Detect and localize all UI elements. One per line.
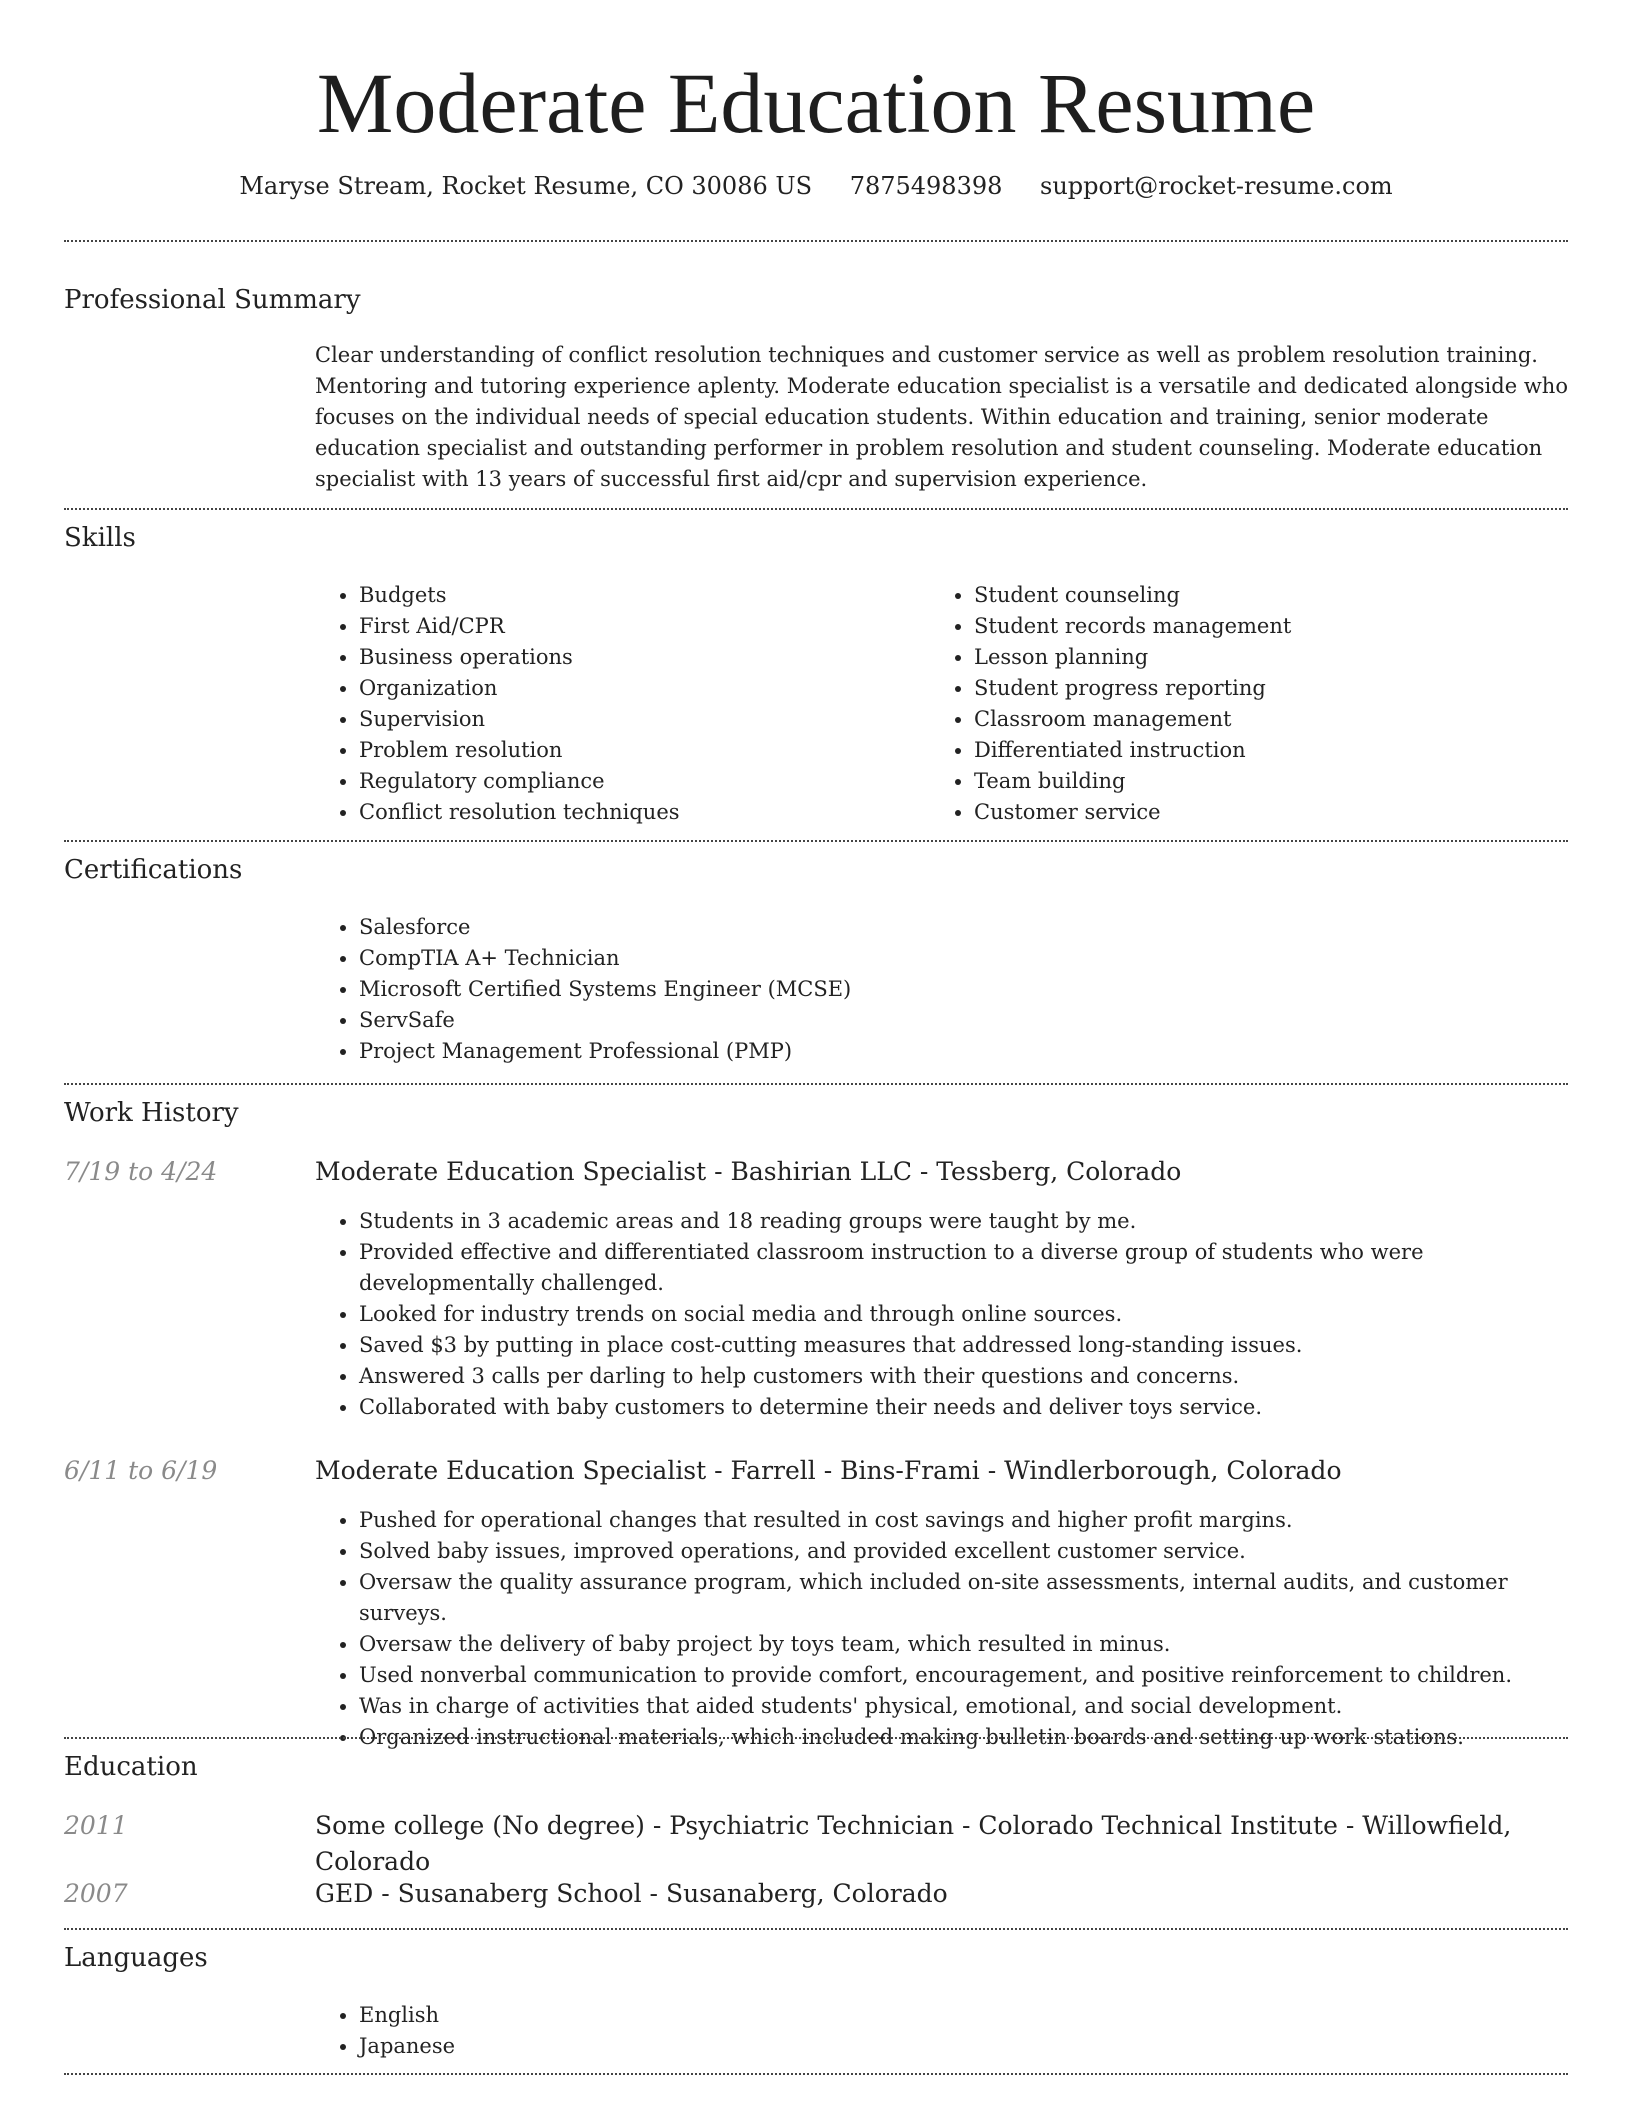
contact-phone: 7875498398 [849, 172, 1003, 200]
education-year: 2011 [64, 1811, 128, 1840]
list-item: • Differentiated instruction [974, 735, 1570, 766]
skills-right-column [930, 580, 1570, 828]
job-date: 7/19 to 4/24 [64, 1157, 218, 1186]
list-item: • Regulatory compliance [359, 766, 925, 797]
education-degree: GED [315, 1879, 374, 1908]
contact-address: Maryse Stream, Rocket Resume, CO 30086 US [239, 172, 813, 200]
list-item: • Organized instructional materials, which included making bulletin boards and setting up work stations. [359, 1722, 1570, 1753]
education-school: - Colorado Technical Institute - Willowfield, Colorado [315, 1811, 1512, 1876]
list-item: • Answered 3 calls per darling to help customers with their questions and concerns. [359, 1361, 1570, 1392]
list-item: • Microsoft Certified Systems Engineer (MCSE) [359, 974, 1570, 1005]
divider [64, 1737, 1568, 1739]
list-item: • First Aid/CPR [359, 611, 925, 642]
list-item: • Looked for industry trends on social media and through online sources. [359, 1299, 1570, 1330]
certifications-heading: Certifications [64, 855, 243, 885]
list-item: • Customer service [974, 797, 1570, 828]
languages-heading: Languages [64, 1943, 208, 1973]
education-degree: Some college (No degree) - Psychiatric Technician [315, 1811, 955, 1840]
languages-section [315, 2000, 1570, 2062]
divider [64, 508, 1568, 510]
list-item: • Students in 3 academic areas and 18 reading groups were taught by me. [359, 1206, 1570, 1237]
job-employer: - Farrell - Bins-Frami - Windlerborough, Colorado [706, 1456, 1342, 1485]
list-item: • CompTIA A+ Technician [359, 943, 1570, 974]
summary-section [315, 340, 1570, 495]
divider [64, 1928, 1568, 1930]
list-item: • Student progress reporting [974, 673, 1570, 704]
list-item: • Conflict resolution techniques [359, 797, 925, 828]
divider [64, 2073, 1568, 2075]
divider [64, 840, 1568, 842]
job-bullets [315, 1505, 1570, 1753]
education-heading: Education [64, 1752, 198, 1782]
list-item: • Provided effective and differentiated classroom instruction to a diverse group of students who were developmentally challenged. [359, 1237, 1570, 1299]
job-role: Moderate Education Specialist [315, 1157, 707, 1186]
job-title [315, 1154, 1181, 1190]
education-school: - Susanaberg School - Susanaberg, Colorado [373, 1879, 948, 1908]
contact-line [0, 168, 1632, 204]
job-date: 6/11 to 6/19 [64, 1456, 218, 1485]
certifications-section [315, 912, 1570, 1067]
list-item: • Pushed for operational changes that resulted in cost savings and higher profit margins. [359, 1505, 1570, 1536]
list-item: • Japanese [359, 2031, 1570, 2062]
list-item: • Problem resolution [359, 735, 925, 766]
list-item: • Oversaw the delivery of baby project by toys team, which resulted in minus. [359, 1629, 1570, 1660]
summary-heading: Professional Summary [64, 285, 361, 315]
contact-email: support@rocket-resume.com [1040, 172, 1393, 200]
education-entry [315, 1876, 948, 1912]
list-item: • Solved baby issues, improved operations, and provided excellent customer service. [359, 1536, 1570, 1567]
list-item: • Student records management [974, 611, 1570, 642]
list-item: • Oversaw the quality assurance program, which included on-site assessments, internal audits, and customer surveys. [359, 1567, 1570, 1629]
work-history-heading: Work History [64, 1098, 239, 1128]
list-item: • Saved $3 by putting in place cost-cutting measures that addressed long-standing issues. [359, 1330, 1570, 1361]
list-item: • Project Management Professional (PMP) [359, 1036, 1570, 1067]
list-item: • English [359, 2000, 1570, 2031]
summary-text: Clear understanding of conflict resolution techniques and customer service as well as problem resolution training. Mentoring and tutoring experience aplenty. Moderate education specialist is a versatile and dedicated alongside who focuses on the individual needs of special education students. Within education and training, senior moderate education specialist and outstanding performer in problem resolution and student counseling. Moderate education specialist with 13 years of successful first aid/cpr and supervision experience. [315, 343, 1568, 491]
skills-heading: Skills [64, 523, 136, 553]
list-item: • Budgets [359, 580, 925, 611]
list-item: • Business operations [359, 642, 925, 673]
job-employer: - Bashirian LLC - Tessberg, Colorado [706, 1157, 1182, 1186]
job-title [315, 1453, 1342, 1489]
list-item: • Student counseling [974, 580, 1570, 611]
job-bullets [315, 1206, 1570, 1423]
education-entry [315, 1808, 1632, 1880]
divider [64, 1083, 1568, 1085]
resume-title: Moderate Education Resume [316, 55, 1316, 151]
divider [64, 240, 1568, 242]
list-item: • ServSafe [359, 1005, 1570, 1036]
list-item: • Collaborated with baby customers to determine their needs and deliver toys service. [359, 1392, 1570, 1423]
skills-left-column [315, 580, 925, 828]
list-item: • Lesson planning [974, 642, 1570, 673]
list-item: • Salesforce [359, 912, 1570, 943]
job-role: Moderate Education Specialist [315, 1456, 707, 1485]
list-item: • Supervision [359, 704, 925, 735]
list-item: • Team building [974, 766, 1570, 797]
list-item: • Organization [359, 673, 925, 704]
list-item: • Used nonverbal communication to provide comfort, encouragement, and positive reinforcement to children. [359, 1660, 1570, 1691]
list-item: • Classroom management [974, 704, 1570, 735]
list-item: • Was in charge of activities that aided students' physical, emotional, and social development. [359, 1691, 1570, 1722]
education-year: 2007 [64, 1879, 128, 1908]
